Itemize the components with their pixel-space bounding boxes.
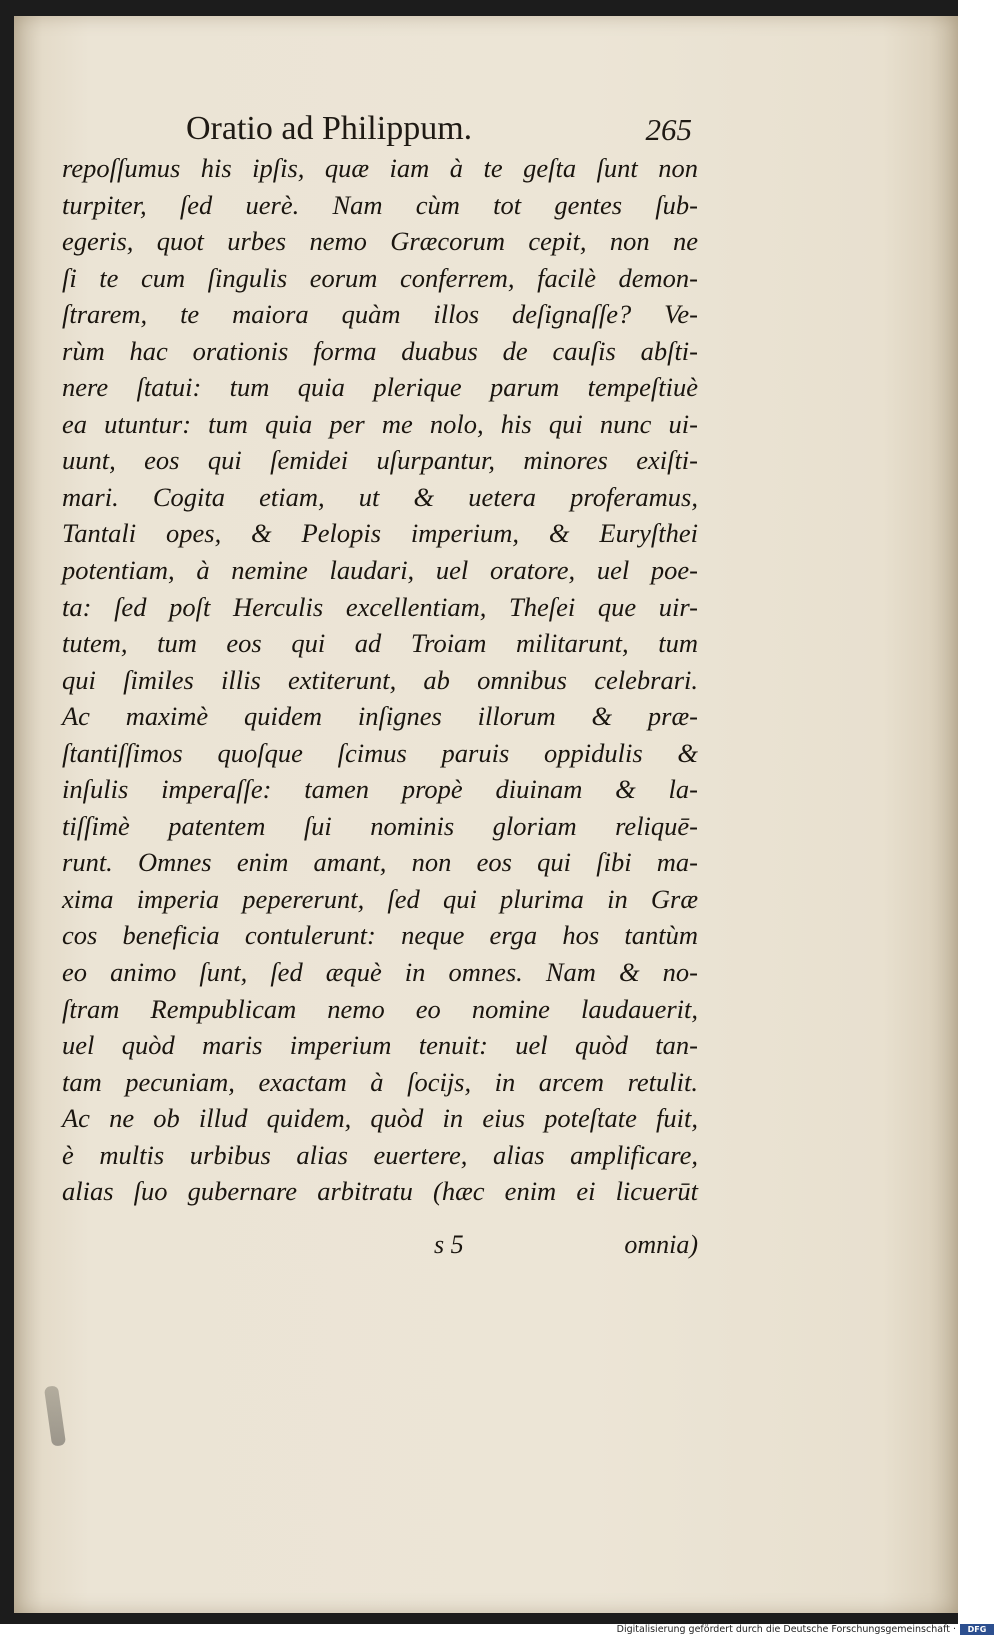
text-line: runt. Omnes enim amant, non eos qui ſibi ma- (62, 847, 698, 878)
text-line: repoſſumus his ipſis, quæ iam à te geſta ſunt non (62, 153, 698, 183)
text-line: mari. Cogita etiam, ut & uetera proferamus, (62, 481, 698, 512)
text-line: alias ſuo gubernare arbitratu (hæc enim ei licuerūt (62, 1176, 698, 1207)
footer-bar (0, 1626, 1000, 1636)
book-page (14, 16, 958, 1613)
body-text (62, 150, 698, 1210)
page-number: 265 (645, 112, 692, 147)
text-line: è multis urbibus alias euertere, alias amplificare, (62, 1139, 698, 1170)
text-line: qui ſimiles illis extiterunt, ab omnibus celebrari. (62, 664, 698, 695)
text-line: ta: ſed poſt Herculis excellentiam, Theſei que uir- (62, 591, 698, 622)
text-line: egeris, quot urbes nemo Græcorum cepit, non ne (62, 226, 698, 257)
text-line: xima imperia pepererunt, ſed qui plurima in Græ (62, 883, 698, 914)
text-line: ſi te cum ſingulis eorum conferrem, facilè demon- (62, 262, 698, 293)
text-line: tam pecuniam, exactam à ſocijs, in arcem retulit. (62, 1066, 698, 1097)
signature-mark: s 5 (434, 1230, 464, 1259)
text-line: cos beneficia contulerunt: neque erga hos tantùm (62, 920, 698, 951)
text-line: uunt, eos qui ſemidei uſurpantur, minores exiſti- (62, 445, 698, 476)
funding-credit: Digitalisierung gefördert durch die Deutsche Forschungsgemeinschaft · (616, 1624, 956, 1635)
text-line: tiſſimè patentem ſui nominis gloriam reliquē- (62, 810, 698, 841)
catchword: omnia) (624, 1230, 698, 1259)
text-line: ſtantiſſimos quoſque ſcimus paruis oppidulis & (62, 737, 698, 768)
text-line: Ac maximè quidem inſignes illorum & præ- (62, 701, 698, 732)
text-line: ea utuntur: tum quia per me nolo, his qui nunc ui- (62, 408, 698, 439)
dfg-logo: DFG (960, 1624, 994, 1635)
text-line: eo animo ſunt, ſed æquè in omnes. Nam & no- (62, 957, 698, 988)
text-line: ſtrarem, te maiora quàm illos deſignaſſe? Ve- (62, 299, 698, 330)
text-line: potentiam, à nemine laudari, uel oratore, uel poe- (62, 555, 698, 586)
page-stain (44, 1385, 66, 1446)
text-line: rùm hac orationis forma duabus de cauſis abſti- (62, 335, 698, 366)
text-line: Tantali opes, & Pelopis imperium, & Euryſthei (62, 518, 698, 549)
text-line: inſulis imperaſſe: tamen propè diuinam & la- (62, 774, 698, 805)
text-line: ſtram Rempublicam nemo eo nomine laudauerit, (62, 993, 698, 1024)
text-line: Ac ne ob illud quidem, quòd in eius poteſtate fuit, (62, 1103, 698, 1134)
text-line: uel quòd maris imperium tenuit: uel quòd tan- (62, 1030, 698, 1061)
text-line: turpiter, ſed uerè. Nam cùm tot gentes ſub- (62, 189, 698, 220)
running-title: Oratio ad Philippum. (186, 110, 473, 147)
text-line: tutem, tum eos qui ad Troiam militarunt, tum (62, 628, 698, 659)
text-line: nere ſtatui: tum quia plerique parum tempeſtiuè (62, 372, 698, 403)
page-header (172, 104, 692, 156)
catchline (434, 1230, 698, 1266)
